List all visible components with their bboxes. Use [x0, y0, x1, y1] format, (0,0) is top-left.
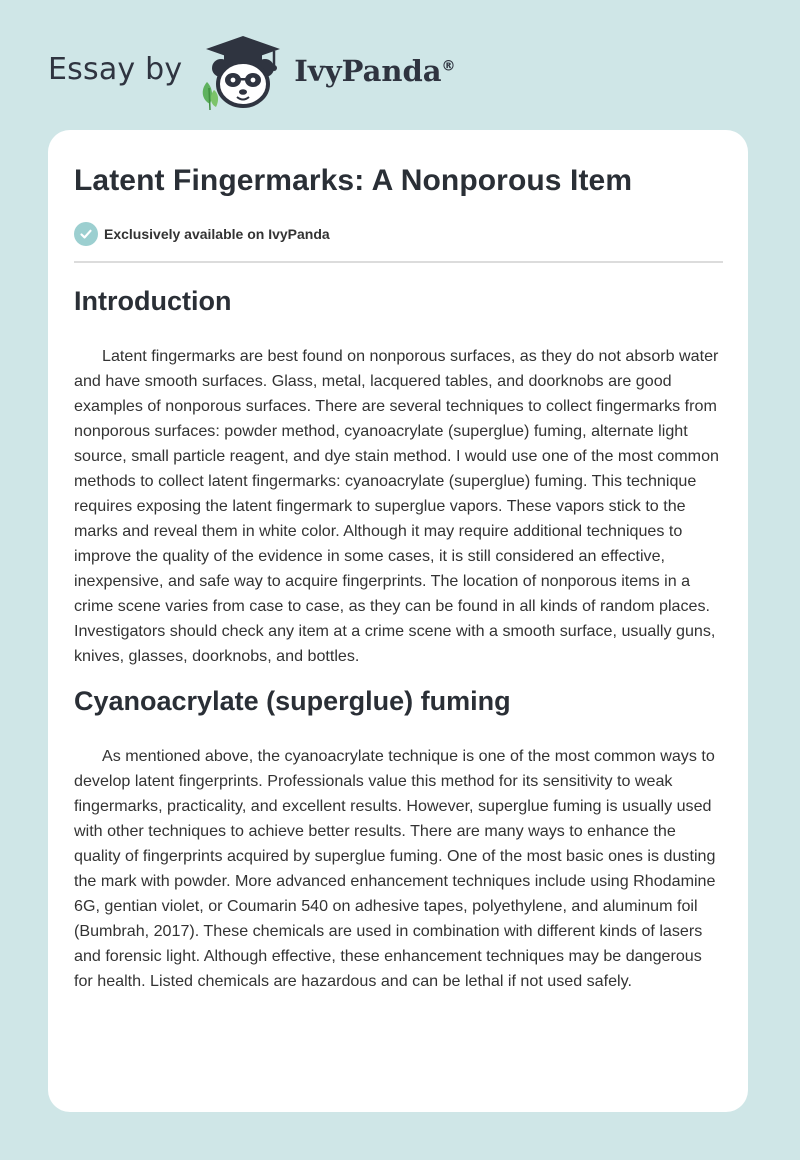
page-title: Latent Fingermarks: A Nonporous Item [74, 164, 633, 197]
brand-prefix: Essay by [48, 51, 183, 87]
brand-name: IvyPanda® [294, 54, 456, 88]
section-heading-cyanoacrylate: Cyanoacrylate (superglue) fuming [74, 686, 511, 716]
divider [74, 261, 723, 263]
check-icon [74, 222, 98, 246]
article-card [48, 130, 748, 1112]
panda-graduate-logo-icon [198, 32, 288, 112]
badge-text: Exclusively available on IvyPanda [104, 226, 330, 242]
registered-mark: ® [441, 58, 456, 75]
exclusive-badge [74, 222, 330, 246]
section-paragraph-cyanoacrylate: As mentioned above, the cyanoacrylate technique is one of the most common ways to develop latent fingerprints. Professionals value this method for its sensitivity to weak fingermarks, practicality, and excellent results. However, superglue fuming is usually used with other techniques to achieve better results. There are many ways to enhance the quality of fingerprints acquired by superglue fuming. One of the most basic ones is dusting the mark with powder. More advanced enhancement techniques include using Rhodamine 6G, gentian violet, or Coumarin 540 on adhesive tapes, polyethylene, and aluminum foil (Bumbrah, 2017). These chemicals are used in combination with different kinds of lasers and forensic light. Although effective, these enhancement techniques may be dangerous for health. Listed chemicals are hazardous and can be lethal if not used safely. [74, 747, 716, 990]
section-heading-introduction: Introduction [74, 286, 232, 316]
brand-header[interactable] [48, 32, 456, 112]
section-paragraph-introduction: Latent fingermarks are best found on nonporous surfaces, as they do not absorb water and have smooth surfaces. Glass, metal, lacquered tables, and doorknobs are good examples of nonporous surfaces. There are several techniques to collect fingermarks from nonporous surfaces: powder method, cyanoacrylate (superglue) fuming, alternate light source, small particle reagent, and dye stain method. I would use one of the most common methods to collect latent fingermarks: cyanoacrylate (superglue) fuming. This technique requires exposing the latent fingermark to superglue vapors. These vapors stick to the marks and reveal them in white color. Although it may require additional techniques to improve the quality of the evidence in some cases, it is still considered an effective, inexpensive, and safe way to acquire fingerprints. The location of nonporous items in a crime scene varies from case to case, as they can be found in all kinds of random places. Investigators should check any item at a crime scene with a smooth surface, usually guns, knives, glasses, doorknobs, and bottles. [74, 347, 719, 665]
